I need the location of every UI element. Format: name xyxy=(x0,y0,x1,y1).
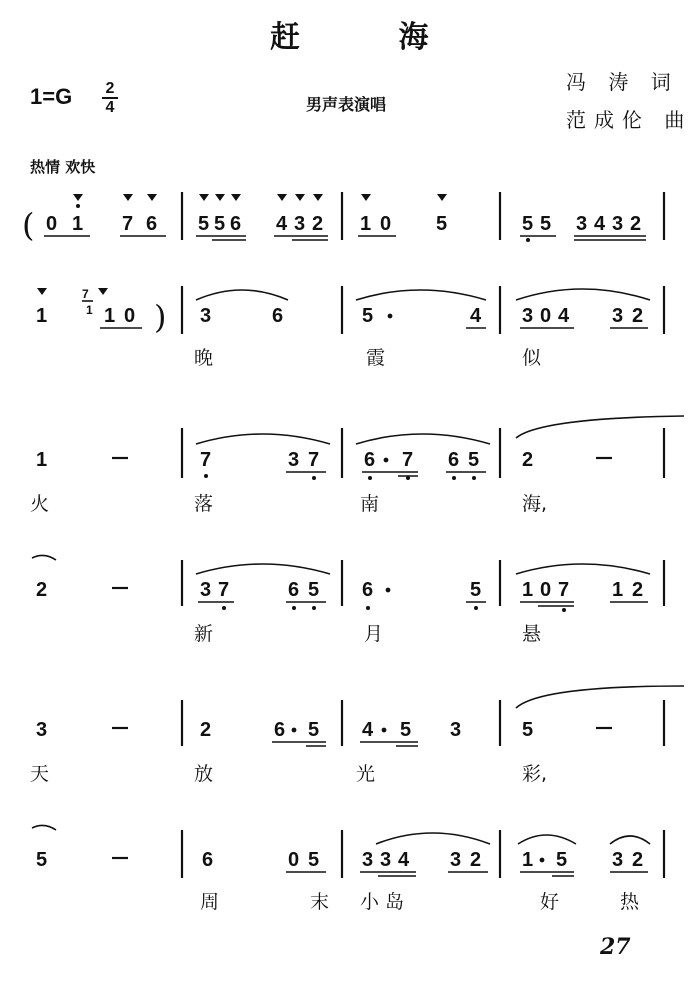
staccato-mark xyxy=(313,194,323,201)
lyric-syllable: 周 xyxy=(200,891,220,913)
slur-arc xyxy=(32,825,56,830)
lyric-syllable: 南 xyxy=(360,493,380,515)
lyric-syllable: 海, xyxy=(522,493,548,515)
note-digit: 3 xyxy=(450,719,462,741)
lyric-syllable: 热 xyxy=(620,891,640,913)
note-digit: 4 xyxy=(558,305,570,327)
note-digit: 3 xyxy=(380,849,392,871)
key-signature: 1=G xyxy=(30,84,73,109)
lyric-syllable: 月 xyxy=(364,623,384,645)
grace-note: 1 xyxy=(86,303,93,317)
staccato-mark xyxy=(37,288,47,295)
score-line-3 xyxy=(30,416,684,515)
grace-note: 7 xyxy=(82,287,89,301)
note-digit: 2 xyxy=(36,579,48,601)
note-digit: 3 xyxy=(200,579,212,601)
note-digit: 6 xyxy=(272,305,284,327)
note-digit: 0 xyxy=(380,213,392,235)
lyric-syllable: 晚 xyxy=(194,347,214,369)
octave-or-duration-dot xyxy=(312,606,316,610)
staccato-mark xyxy=(98,288,108,295)
note-digit: 5 xyxy=(198,213,210,235)
note-digit: 3 xyxy=(612,213,624,235)
staccato-mark xyxy=(73,194,83,201)
slur-arc xyxy=(516,564,650,574)
note-digit: 7 xyxy=(200,449,212,471)
slur-arc xyxy=(376,833,490,844)
note-digit: 1 xyxy=(36,449,48,471)
octave-or-duration-dot xyxy=(76,204,80,208)
lyric-syllable: 似 xyxy=(522,347,542,369)
score-line-6 xyxy=(32,825,664,913)
note-digit: 0 xyxy=(124,305,136,327)
octave-or-duration-dot xyxy=(452,476,456,480)
note-digit: 2 xyxy=(632,849,644,871)
slur-arc xyxy=(516,289,650,300)
note-digit: 5 xyxy=(540,213,552,235)
lyric-syllable: 光 xyxy=(356,763,376,785)
note-digit: 6 xyxy=(448,449,460,471)
note-digit: 3 xyxy=(576,213,588,235)
score-line-5 xyxy=(30,686,684,785)
note-digit: 5 xyxy=(36,849,48,871)
octave-or-duration-dot xyxy=(292,606,296,610)
note-digit: 7 xyxy=(122,213,134,235)
note-digit: 1 xyxy=(522,849,534,871)
staccato-mark xyxy=(199,194,209,201)
staccato-mark xyxy=(295,194,305,201)
octave-or-duration-dot xyxy=(388,314,393,319)
opening-parenthesis: ( xyxy=(22,206,35,244)
note-digit: 5 xyxy=(308,849,320,871)
note-digit: 3 xyxy=(612,305,624,327)
slur-arc xyxy=(518,835,576,844)
note-digit: 5 xyxy=(308,719,320,741)
octave-or-duration-dot xyxy=(562,608,566,612)
lyric-syllable: 天 xyxy=(30,763,50,785)
lyric-syllable: 彩, xyxy=(522,763,548,785)
note-digit: 3 xyxy=(36,719,48,741)
note-digit: 6 xyxy=(230,213,242,235)
note-digit: 0 xyxy=(46,213,58,235)
note-digit: 6 xyxy=(288,579,300,601)
staccato-mark xyxy=(361,194,371,201)
note-digit: 0 xyxy=(540,579,552,601)
slur-arc xyxy=(196,290,288,300)
composer-credit: 范成伦 曲 xyxy=(566,108,693,132)
slur-arc xyxy=(356,434,490,444)
note-digit: 1 xyxy=(36,305,48,327)
slur-arc xyxy=(196,434,330,444)
note-digit: 3 xyxy=(612,849,624,871)
note-digit: 3 xyxy=(362,849,374,871)
slur-arc xyxy=(196,564,330,574)
note-digit: 5 xyxy=(522,213,534,235)
octave-or-duration-dot xyxy=(222,606,226,610)
octave-or-duration-dot xyxy=(312,476,316,480)
octave-or-duration-dot xyxy=(526,238,530,242)
note-digit: 6 xyxy=(146,213,158,235)
octave-or-duration-dot xyxy=(204,474,208,478)
time-signature-top: 2 xyxy=(105,80,115,97)
note-digit: 5 xyxy=(556,849,568,871)
octave-or-duration-dot xyxy=(540,858,545,863)
lyric-syllable: 火 xyxy=(30,493,50,515)
score-line-2 xyxy=(36,286,664,369)
lyric-syllable: 小岛 xyxy=(360,891,411,913)
lyric-syllable: 好 xyxy=(540,891,560,913)
octave-or-duration-dot xyxy=(368,476,372,480)
closing-parenthesis: ) xyxy=(154,298,167,336)
staccato-mark xyxy=(123,194,133,201)
staccato-mark xyxy=(147,194,157,201)
note-digit: 3 xyxy=(294,213,306,235)
staccato-mark xyxy=(215,194,225,201)
staccato-mark xyxy=(277,194,287,201)
note-digit: 3 xyxy=(200,305,212,327)
note-digit: 5 xyxy=(522,719,534,741)
note-digit: 1 xyxy=(360,213,372,235)
octave-or-duration-dot xyxy=(292,728,297,733)
slur-arc xyxy=(516,416,684,438)
lyric-syllable: 悬 xyxy=(522,623,542,645)
note-digit: 5 xyxy=(400,719,412,741)
time-signature-bottom: 4 xyxy=(105,99,115,116)
octave-or-duration-dot xyxy=(366,606,370,610)
note-digit: 1 xyxy=(104,305,116,327)
tempo-marking: 热情 欢快 xyxy=(30,158,96,176)
note-digit: 5 xyxy=(362,305,374,327)
note-digit: 2 xyxy=(630,213,642,235)
slur-arc xyxy=(516,686,684,708)
note-digit: 3 xyxy=(288,449,300,471)
note-digit: 2 xyxy=(522,449,534,471)
slur-arc xyxy=(356,290,486,300)
song-title: 赶 海 xyxy=(270,20,473,55)
lyric-syllable: 落 xyxy=(194,493,214,515)
note-digit: 2 xyxy=(470,849,482,871)
note-digit: 4 xyxy=(470,305,482,327)
note-digit: 2 xyxy=(200,719,212,741)
octave-or-duration-dot xyxy=(386,588,391,593)
lyric-syllable: 霞 xyxy=(366,347,386,369)
note-digit: 7 xyxy=(308,449,320,471)
note-digit: 6 xyxy=(362,579,374,601)
staccato-mark xyxy=(231,194,241,201)
note-digit: 3 xyxy=(450,849,462,871)
note-digit: 5 xyxy=(468,449,480,471)
note-digit: 2 xyxy=(312,213,324,235)
note-digit: 1 xyxy=(522,579,534,601)
slur-arc xyxy=(32,555,56,560)
octave-or-duration-dot xyxy=(384,458,389,463)
lyric-syllable: 放 xyxy=(194,763,214,785)
lyricist-credit: 冯 涛 词 xyxy=(566,70,679,94)
note-digit: 6 xyxy=(274,719,286,741)
note-digit: 7 xyxy=(218,579,230,601)
note-digit: 7 xyxy=(558,579,570,601)
note-digit: 4 xyxy=(362,719,374,741)
note-digit: 0 xyxy=(540,305,552,327)
slur-arc xyxy=(610,836,650,844)
note-digit: 2 xyxy=(632,305,644,327)
note-digit: 5 xyxy=(470,579,482,601)
octave-or-duration-dot xyxy=(382,728,387,733)
score-line-1 xyxy=(22,192,664,244)
lyric-syllable: 新 xyxy=(194,623,214,645)
note-digit: 6 xyxy=(202,849,214,871)
note-digit: 6 xyxy=(364,449,376,471)
note-digit: 4 xyxy=(594,213,606,235)
octave-or-duration-dot xyxy=(472,476,476,480)
note-digit: 5 xyxy=(308,579,320,601)
note-digit: 7 xyxy=(402,449,414,471)
note-digit: 1 xyxy=(612,579,624,601)
note-digit: 1 xyxy=(72,213,84,235)
performance-note: 男声表演唱 xyxy=(306,95,387,114)
staccato-mark xyxy=(437,194,447,201)
score-line-4 xyxy=(32,555,664,645)
note-digit: 4 xyxy=(398,849,410,871)
page-number: 27 xyxy=(600,934,631,960)
lyric-syllable: 末 xyxy=(310,891,330,913)
note-digit: 2 xyxy=(632,579,644,601)
note-digit: 0 xyxy=(288,849,300,871)
note-digit: 5 xyxy=(436,213,448,235)
note-digit: 4 xyxy=(276,213,288,235)
note-digit: 5 xyxy=(214,213,226,235)
octave-or-duration-dot xyxy=(474,606,478,610)
note-digit: 3 xyxy=(522,305,534,327)
